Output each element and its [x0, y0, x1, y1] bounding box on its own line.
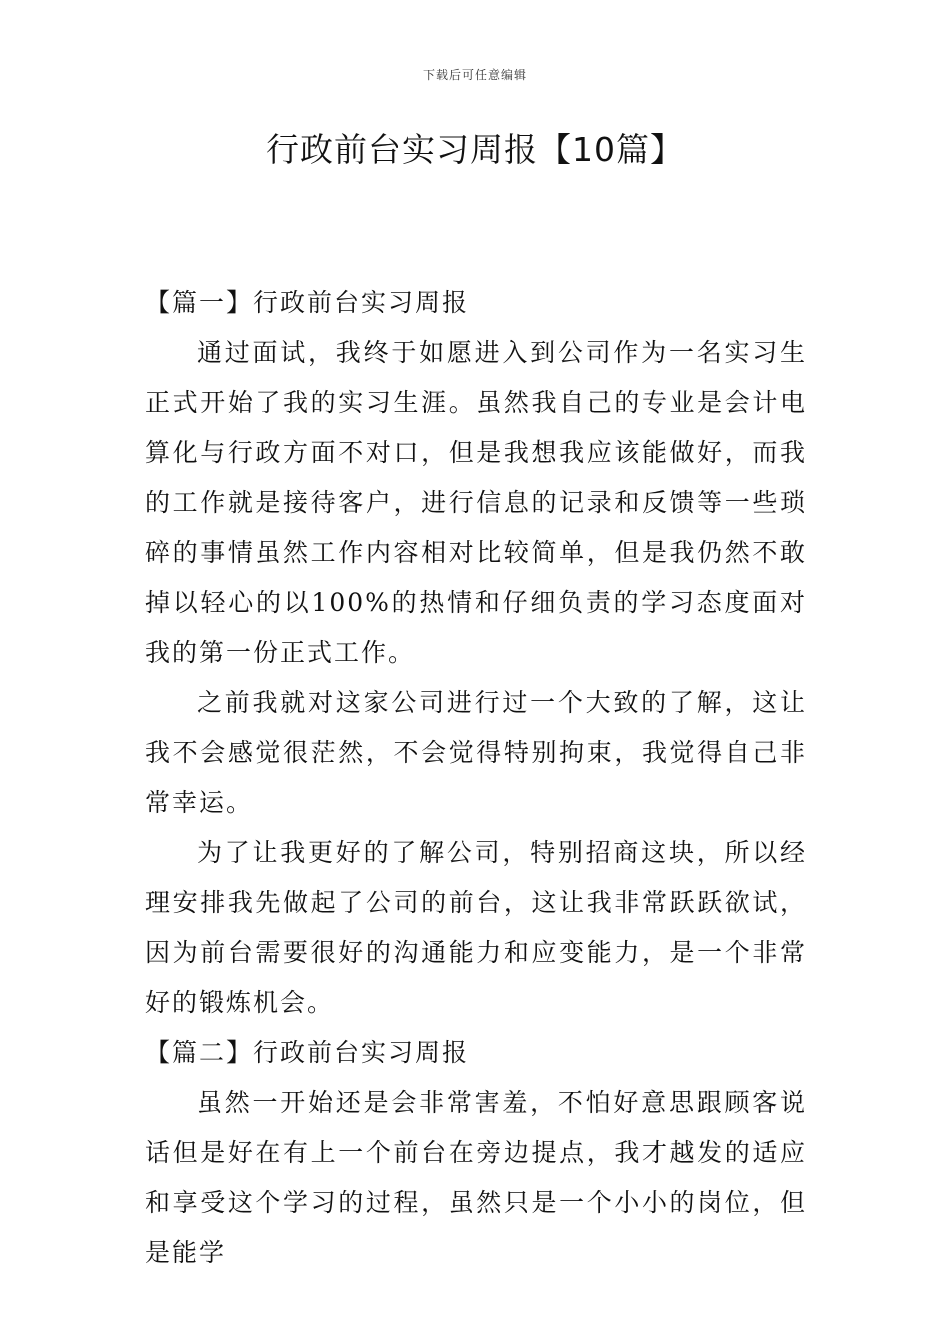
- document-body: [145, 278, 807, 1278]
- paragraph: 通过面试，我终于如愿进入到公司作为一名实习生正式开始了我的实习生涯。虽然我自己的专业是会计电算化与行政方面不对口，但是我想我应该能做好，而我的工作就是接待客户，进行信息的记录和反馈等一些琐碎的事情虽然工作内容相对比较简单，但是我仍然不敢掉以轻心的以100%的热情和仔细负责的学习态度面对我的第一份正式工作。: [145, 338, 807, 667]
- paragraph: 为了让我更好的了解公司，特别招商这块，所以经理安排我先做起了公司的前台，这让我非常跃跃欲试，因为前台需要很好的沟通能力和应变能力，是一个非常好的锻炼机会。: [145, 838, 807, 1017]
- section-heading-1: 【篇一】行政前台实习周报: [145, 288, 470, 317]
- section-heading-2: 【篇二】行政前台实习周报: [145, 1038, 470, 1067]
- document-title: 行政前台实习周报【10篇】: [266, 130, 684, 169]
- paragraph: 之前我就对这家公司进行过一个大致的了解，这让我不会感觉很茫然，不会觉得特别拘束，我觉得自己非常幸运。: [145, 688, 807, 817]
- header-note: 下载后可任意编辑: [422, 68, 527, 82]
- paragraph: 虽然一开始还是会非常害羞，不怕好意思跟顾客说话但是好在有上一个前台在旁边提点，我才越发的适应和享受这个学习的过程，虽然只是一个小小的岗位，但是能学: [145, 1088, 807, 1267]
